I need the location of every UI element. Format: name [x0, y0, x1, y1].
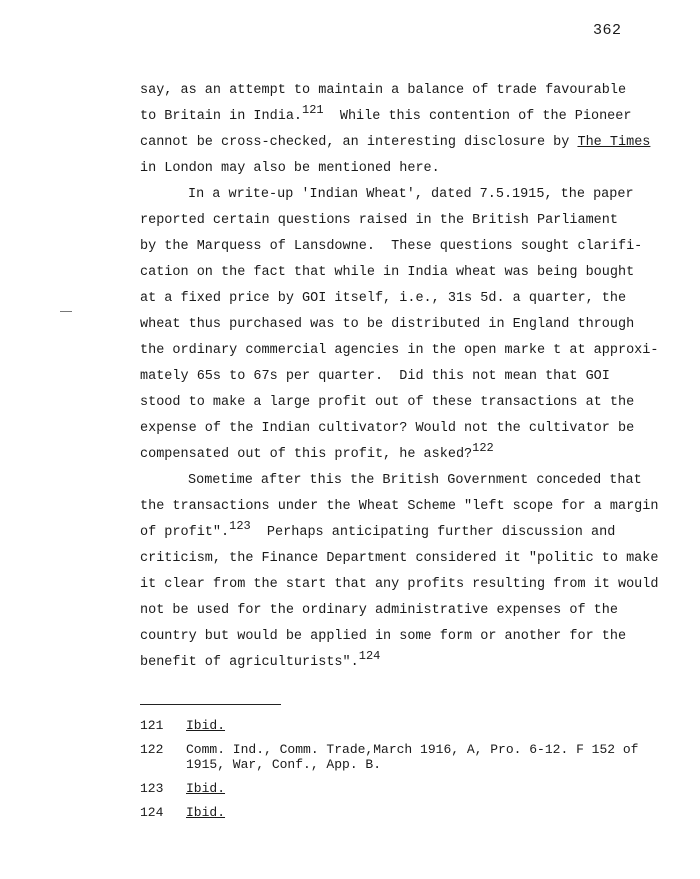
footnotes — [140, 718, 680, 829]
text-line — [140, 78, 670, 104]
text-line — [140, 182, 670, 208]
text-line — [140, 442, 670, 468]
footnote-text: Ibid. — [186, 805, 226, 820]
text-line — [140, 104, 670, 130]
footnote-number: 122 — [140, 742, 164, 757]
text-line — [140, 156, 670, 182]
footnote-ref-124[interactable]: 124 — [358, 649, 381, 663]
line-text: reported certain questions raised in the British Parliament — [140, 213, 618, 228]
line-text: benefit of agriculturists". — [140, 655, 359, 670]
paragraph-1 — [140, 78, 670, 182]
text-line — [140, 312, 670, 338]
line-text: wheat thus purchased was to be distributed in England through — [140, 317, 635, 332]
footnote-123 — [140, 781, 680, 796]
text-line — [140, 416, 670, 442]
line-text: country but would be applied in some form or another for the — [140, 629, 627, 644]
line-text: In a write-up 'Indian Wheat', dated 7.5.1915, the paper — [188, 187, 634, 202]
footnote-number: 123 — [140, 781, 164, 796]
margin-mark — [60, 311, 72, 312]
text-line — [140, 520, 670, 546]
text-line — [140, 208, 670, 234]
line-text: by the Marquess of Lansdowne. These questions sought clarifi- — [140, 239, 643, 254]
footnote-number: 124 — [140, 805, 164, 820]
text-line — [140, 338, 670, 364]
line-text: of profit". — [140, 525, 230, 540]
publication-title: The Times — [577, 135, 651, 150]
line-text: the transactions under the Wheat Scheme "left scope for a margin — [140, 499, 659, 514]
footnote-122 — [140, 742, 680, 772]
text-line — [140, 624, 670, 650]
footnote-ref-122[interactable]: 122 — [472, 441, 494, 455]
line-text: stood to make a large profit out of these transactions at the — [140, 395, 635, 410]
line-text: Sometime after this the British Government conceded that — [188, 473, 642, 488]
text-line — [140, 130, 670, 156]
footnote-121 — [140, 718, 680, 733]
footnote-text: Ibid. — [186, 781, 226, 796]
paragraph-3 — [140, 468, 670, 676]
text-line — [140, 390, 670, 416]
paragraph-2 — [140, 182, 670, 468]
body-text — [140, 78, 670, 676]
line-text: it clear from the start that any profits resulting from it would — [140, 577, 659, 592]
footnote-text: Ibid. — [186, 718, 226, 733]
line-text: expense of the Indian cultivator? Would not the cultivator be — [140, 421, 635, 436]
text-line — [140, 572, 670, 598]
text-line — [140, 494, 670, 520]
text-line — [140, 234, 670, 260]
footnote-text: Comm. Ind., Comm. Trade,March 1916, A, Pro. 6-12. F 152 of 1915, War, Conf., App. B. — [186, 742, 639, 772]
line-text: say, as an attempt to maintain a balance of trade favourable — [140, 83, 627, 98]
footnote-separator — [140, 704, 281, 705]
line-text: to Britain in India. — [140, 109, 303, 124]
text-line — [140, 598, 670, 624]
page-number: 362 — [593, 22, 622, 39]
text-line — [140, 650, 670, 676]
line-text: criticism, the Finance Department considered it "politic to make — [140, 551, 659, 566]
line-text: at a fixed price by GOI itself, i.e., 31s 5d. a quarter, the — [140, 291, 627, 306]
text-line — [140, 286, 670, 312]
line-text: mately 65s to 67s per quarter. Did this not mean that GOI — [140, 369, 610, 384]
footnote-number: 121 — [140, 718, 164, 733]
footnote-ref-121[interactable]: 121 — [302, 103, 324, 117]
line-text: While this contention of the Pioneer — [323, 109, 632, 124]
footnote-ref-123[interactable]: 123 — [229, 519, 251, 533]
text-line — [140, 364, 670, 390]
line-text: Perhaps anticipating further discussion and — [250, 525, 616, 540]
line-text: not be used for the ordinary administrative expenses of the — [140, 603, 618, 618]
text-line — [140, 468, 670, 494]
text-line — [140, 546, 670, 572]
line-text: compensated out of this profit, he asked? — [140, 447, 473, 462]
text-line — [140, 260, 670, 286]
footnote-124 — [140, 805, 680, 820]
line-text: in London may also be mentioned here. — [140, 161, 440, 176]
line-text: cation on the fact that while in India wheat was being bought — [140, 265, 635, 280]
line-text: the ordinary commercial agencies in the open marke t at approxi- — [140, 343, 659, 358]
line-text: cannot be cross-checked, an interesting disclosure by — [140, 135, 578, 150]
